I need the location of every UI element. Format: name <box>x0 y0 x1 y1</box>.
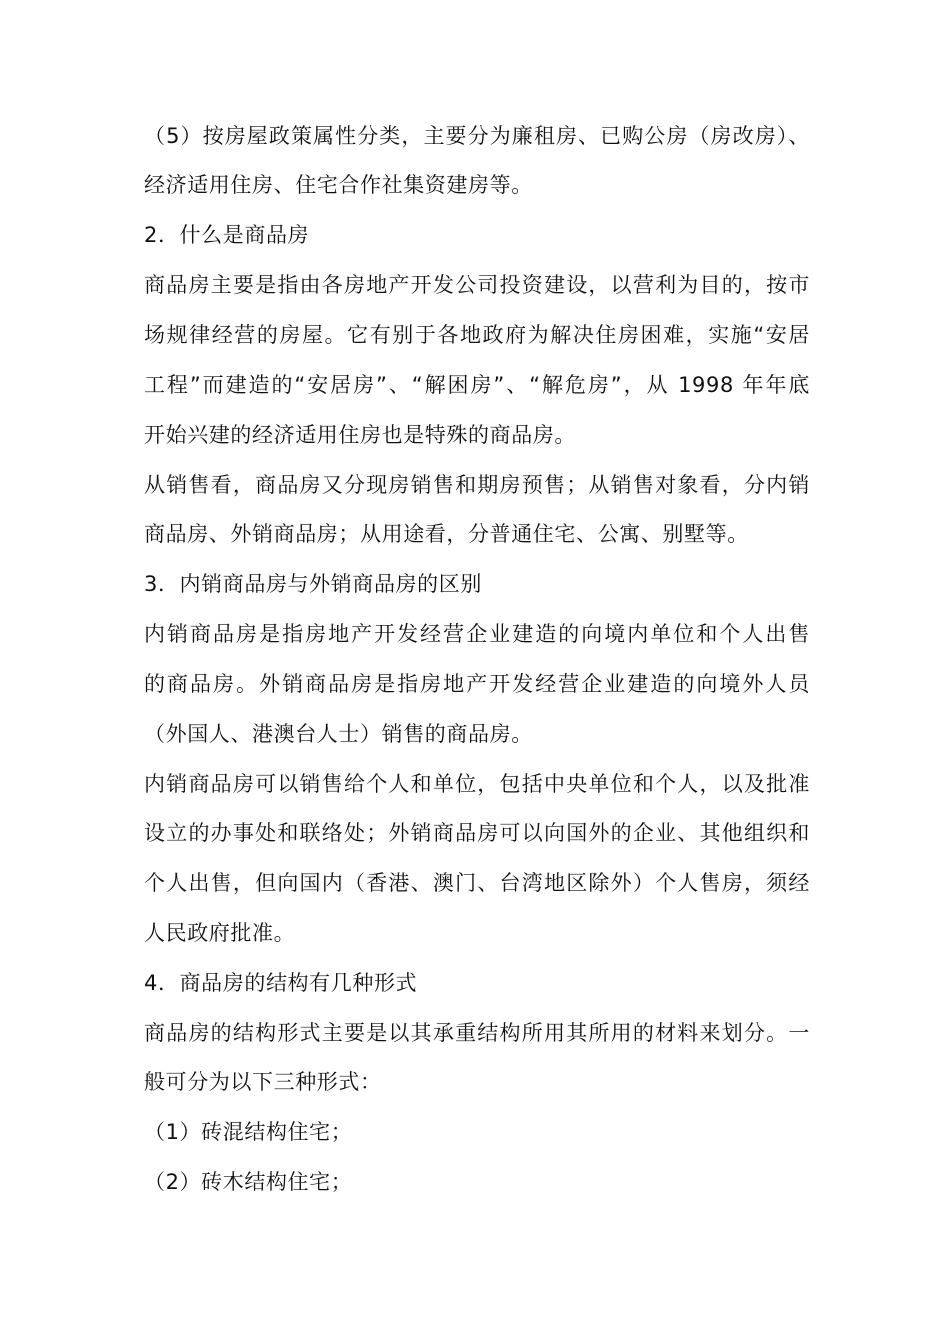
text-line: 人民政府批准。 <box>144 921 296 945</box>
text-line: 开始兴建的经济适用住房也是特殊的商品房。 <box>144 423 576 447</box>
text-line: 场规律经营的房屋。它有别于各地政府为解决住房困难，实施“安居 <box>144 323 810 347</box>
section-heading: 2．什么是商品房 <box>144 223 310 247</box>
section-heading: 3．内销商品房与外销商品房的区别 <box>144 572 482 596</box>
text-line: 般可分为以下三种形式： <box>144 1070 382 1094</box>
text-line: 设立的办事处和联络处；外销商品房可以向国外的企业、其他组织和 <box>144 821 810 845</box>
text-line: 商品房主要是指由各房地产开发公司投资建设，以营利为目的，按市 <box>144 273 810 297</box>
text-line: 内销商品房是指房地产开发经营企业建造的向境内单位和个人出售 <box>144 622 810 646</box>
text-line: 从销售看，商品房又分现房销售和期房预售；从销售对象看，分内销 <box>144 473 810 497</box>
list-item: （1）砖混结构住宅； <box>144 1120 353 1144</box>
text-line: 内销商品房可以销售给个人和单位，包括中央单位和个人，以及批准 <box>144 772 810 796</box>
text-line: （5）按房屋政策属性分类，主要分为廉租房、已购公房（房改房）、 <box>144 124 810 148</box>
text-line: 商品房的结构形式主要是以其承重结构所用其所用的材料来划分。一 <box>144 1021 810 1045</box>
text-line: 商品房、外销商品房；从用途看，分普通住宅、公寓、别墅等。 <box>144 522 749 546</box>
text-line: 经济适用住房、住宅合作社集资建房等。 <box>144 173 533 197</box>
text-line: 工程”而建造的“安居房”、“解困房”、“解危房”，从 1998 年年底 <box>144 373 810 397</box>
text-line: （外国人、港澳台人士）销售的商品房。 <box>144 722 533 746</box>
text-line: 的商品房。外销商品房是指房地产开发经营企业建造的向境外人员 <box>144 672 810 696</box>
text-line: 个人出售，但向国内（香港、澳门、台湾地区除外）个人售房，须经 <box>144 871 810 895</box>
list-item: （2）砖木结构住宅； <box>144 1170 353 1194</box>
section-heading: 4．商品房的结构有几种形式 <box>144 971 418 995</box>
